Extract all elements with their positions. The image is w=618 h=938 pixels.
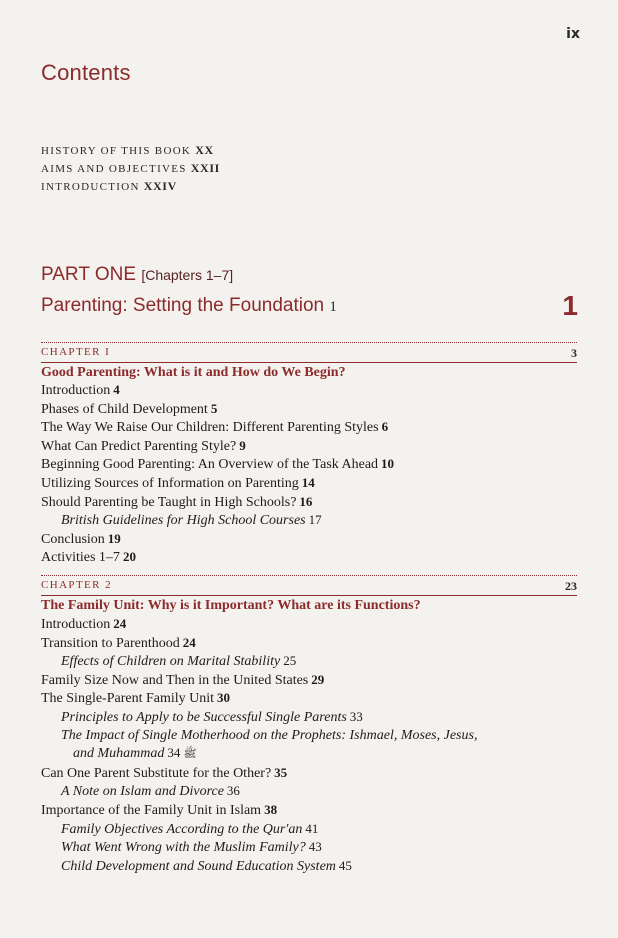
- toc-entry-page: 10: [381, 456, 395, 472]
- toc-entry-page: 6: [381, 419, 389, 435]
- toc-entry-page: 25: [283, 653, 297, 669]
- toc-entry-title: The Impact of Single Motherhood on the Prophets: Ishmael, Moses, Jesus,: [61, 727, 478, 743]
- page-number: ix: [566, 26, 580, 42]
- toc-entry-title: The Single-Parent Family Unit: [41, 691, 215, 707]
- part-label: PART ONE: [41, 264, 137, 285]
- chapter-1-entries: [41, 381, 581, 567]
- toc-entry-title: What Can Predict Parenting Style?: [41, 438, 237, 454]
- chapter-2-heading: CHAPTER 2 23: [41, 579, 577, 593]
- front-matter-list: [41, 142, 220, 196]
- toc-entry-title: British Guidelines for High School Courses: [61, 513, 306, 529]
- toc-entry-title: and Muhammad: [73, 746, 165, 762]
- toc-entry[interactable]: [41, 708, 581, 727]
- toc-entry[interactable]: [41, 652, 581, 671]
- divider: [41, 595, 577, 596]
- toc-entry-title: Importance of the Family Unit in Islam: [41, 802, 262, 818]
- chapter-1-page: 3: [571, 346, 577, 360]
- toc-entry[interactable]: [41, 782, 581, 801]
- toc-entry-page: 4: [113, 382, 120, 397]
- toc-entry-page: 5: [210, 400, 218, 416]
- toc-entry-title: Utilizing Sources of Information on Parenting: [41, 475, 299, 491]
- chapter-1-heading: CHAPTER I 3: [41, 346, 577, 360]
- part-page-number: 1: [562, 290, 578, 321]
- front-matter-item[interactable]: INTRODUCTION XXIV: [41, 179, 177, 193]
- front-matter-item[interactable]: AIMS AND OBJECTIVES XXII: [41, 161, 220, 175]
- toc-entry-page: 29: [311, 671, 325, 687]
- toc-entry-title: Beginning Good Parenting: An Overview of the Task Ahead: [41, 457, 379, 473]
- toc-entry-page: 20: [122, 549, 136, 565]
- chapter-2-page: 23: [565, 579, 577, 593]
- part-chapter-range: [Chapters 1–7]: [141, 267, 234, 283]
- toc-entry[interactable]: [41, 493, 581, 512]
- toc-entry[interactable]: [41, 530, 581, 549]
- toc-entry[interactable]: [41, 381, 581, 400]
- toc-entry-title: Conclusion: [41, 531, 105, 547]
- part-heading: [41, 264, 233, 286]
- toc-entry-title: Child Development and Sound Education System: [61, 858, 336, 874]
- toc-entry-title: A Note on Islam and Divorce: [61, 784, 224, 800]
- toc-entry-title: Effects of Children on Marital Stability: [61, 654, 281, 670]
- toc-entry-page: 33: [349, 708, 363, 724]
- toc-entry[interactable]: [41, 838, 581, 857]
- toc-entry-title: Family Objectives According to the Qur'an: [61, 821, 303, 837]
- toc-entry[interactable]: [41, 455, 581, 474]
- toc-entry[interactable]: [41, 615, 581, 634]
- chapter-2-entries: [41, 615, 581, 875]
- toc-entry[interactable]: [41, 764, 581, 783]
- toc-entry-title: Should Parenting be Taught in High Schools?: [41, 494, 297, 510]
- toc-entry[interactable]: [41, 474, 581, 493]
- toc-entry-title: Activities 1–7: [41, 550, 120, 566]
- toc-entry[interactable]: [41, 820, 581, 839]
- toc-entry-page: 9: [239, 437, 246, 453]
- chapter-2-title[interactable]: The Family Unit: Why is it Important? What are its Functions?: [41, 598, 421, 613]
- toc-entry[interactable]: [41, 727, 581, 745]
- toc-entry-title: Introduction: [41, 617, 111, 632]
- toc-entry-title: Can One Parent Substitute for the Other?: [41, 765, 272, 781]
- honorific-glyph: ﷺ: [183, 748, 197, 761]
- toc-entry[interactable]: [41, 689, 581, 708]
- divider: [41, 342, 577, 343]
- toc-entry[interactable]: [41, 511, 581, 530]
- toc-entry-page: 45: [338, 857, 352, 873]
- toc-entry-title: The Way We Raise Our Children: Different Parenting Styles: [41, 420, 379, 436]
- toc-entry-page: 34: [167, 745, 181, 761]
- contents-heading: Contents: [41, 60, 131, 85]
- toc-entry-page: 17: [308, 512, 322, 528]
- toc-entry-page: 16: [299, 493, 313, 509]
- toc-entry-page: 24: [113, 616, 127, 631]
- toc-entry-page: 24: [182, 634, 196, 650]
- divider: [41, 362, 577, 363]
- toc-entry-page: 36: [226, 783, 240, 799]
- toc-entry-page: 14: [301, 474, 315, 490]
- toc-entry-page: 38: [264, 801, 278, 817]
- toc-entry[interactable]: [41, 857, 581, 876]
- toc-entry[interactable]: [41, 418, 581, 437]
- toc-entry-page: 43: [308, 839, 322, 855]
- toc-entry-title: Introduction: [41, 383, 111, 398]
- toc-entry[interactable]: [41, 437, 581, 456]
- toc-entry[interactable]: [41, 801, 581, 820]
- toc-entry[interactable]: [41, 671, 581, 690]
- toc-entry-title: Phases of Child Development: [41, 401, 208, 417]
- divider: [41, 575, 577, 576]
- front-matter-item[interactable]: HISTORY OF THIS BOOK XX: [41, 143, 214, 157]
- toc-entry-page: 35: [274, 764, 288, 780]
- toc-entry[interactable]: [41, 744, 581, 764]
- part-title[interactable]: Parenting: Setting the Foundation 1: [41, 295, 337, 316]
- toc-entry-title: Family Size Now and Then in the United States: [41, 672, 309, 688]
- toc-entry-page: 19: [107, 530, 121, 546]
- chapter-1-title[interactable]: Good Parenting: What is it and How do We Begin?: [41, 365, 346, 380]
- toc-entry-page: 30: [217, 690, 231, 706]
- toc-entry-title: Transition to Parenthood: [41, 635, 180, 651]
- toc-entry[interactable]: [41, 634, 581, 653]
- toc-entry[interactable]: [41, 400, 581, 419]
- toc-entry-title: Principles to Apply to be Successful Single Parents: [61, 709, 347, 725]
- toc-entry[interactable]: [41, 548, 581, 567]
- toc-entry-page: 41: [305, 820, 319, 836]
- toc-entry-title: What Went Wrong with the Muslim Family?: [61, 840, 306, 856]
